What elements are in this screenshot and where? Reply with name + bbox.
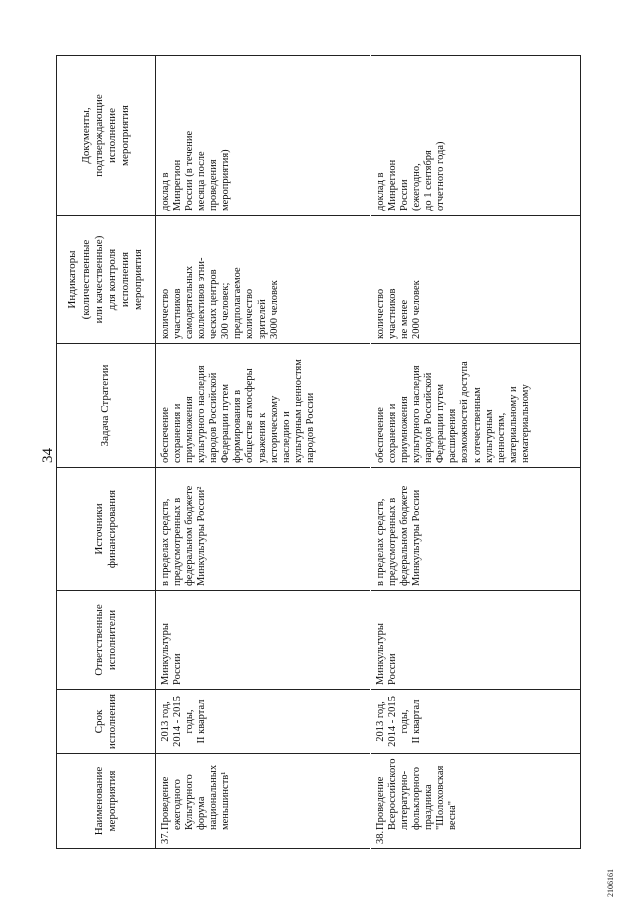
cell-financing: в пределах средств, предусмотренных в федеральном бюджете Минкультуры России: [371, 468, 581, 591]
cell-indicators: количество участников самодеятельных коллективов этни- ческих центров 300 человек; предполагаемое количество зрителей 3000 человек: [156, 216, 371, 344]
header-term: Срок исполнения: [57, 690, 156, 754]
header-financing: Источники финансирования: [57, 468, 156, 591]
cell-documents: доклад в Минрегион России (ежегодно, до 1 сентября отчетного года): [371, 56, 581, 216]
cell-indicators: количество участников не менее 2000 человек: [371, 216, 581, 344]
row-number: 38.: [375, 830, 386, 844]
cell-term: 2013 год, 2014 - 2015 годы, II квартал: [371, 690, 581, 754]
cell-executors: Минкультуры России: [156, 591, 371, 690]
cell-documents: доклад в Минрегион России (в течение месяца после проведения мероприятия): [156, 56, 371, 216]
header-indicators: Индикаторы (количественные или качественные) для контроля исполнения мероприятия: [57, 216, 156, 344]
row-number: 37.: [160, 830, 171, 844]
cell-name: [371, 754, 581, 849]
measures-table: [56, 55, 581, 849]
cell-strategy-task: обеспечение сохранения и приумножения культурного наследия народов Российской Федерации путем расширения возможностей доступа к отечественным культурным ценностям, материальному и нематериальному: [371, 344, 581, 468]
table-row: [156, 56, 371, 849]
cell-name: [156, 754, 371, 849]
header-executors: Ответственные исполнители: [57, 591, 156, 690]
cell-executors: Минкультуры России: [371, 591, 581, 690]
header-documents: Документы, подтверждающие исполнение мероприятия: [57, 56, 156, 216]
cell-strategy-task: обеспечение сохранения и приумножения культурного наследия народов Российской Федерации путем формирования в обществе атмосферы уважения к историческому наследию и культурным ценностям народов России: [156, 344, 371, 468]
cell-term: 2013 год, 2014 - 2015 годы, II квартал: [156, 690, 371, 754]
header-name: Наименование мероприятия: [57, 754, 156, 849]
table-header-row: [57, 56, 156, 849]
cell-financing: в пределах средств, предусмотренных в федеральном бюджете Минкультуры России²: [156, 468, 371, 591]
measure-name: Проведение Всероссийского литературно- фольклорного праздника "Шолоховская весна": [375, 758, 459, 830]
page-number: 34: [40, 448, 56, 463]
table-row: [371, 56, 581, 849]
document-id: 2106161: [606, 869, 615, 897]
header-strategy-task: Задача Стратегии: [57, 344, 156, 468]
measure-name: Проведение ежегодного Культурного форума национальных меньшинств¹: [160, 764, 232, 830]
